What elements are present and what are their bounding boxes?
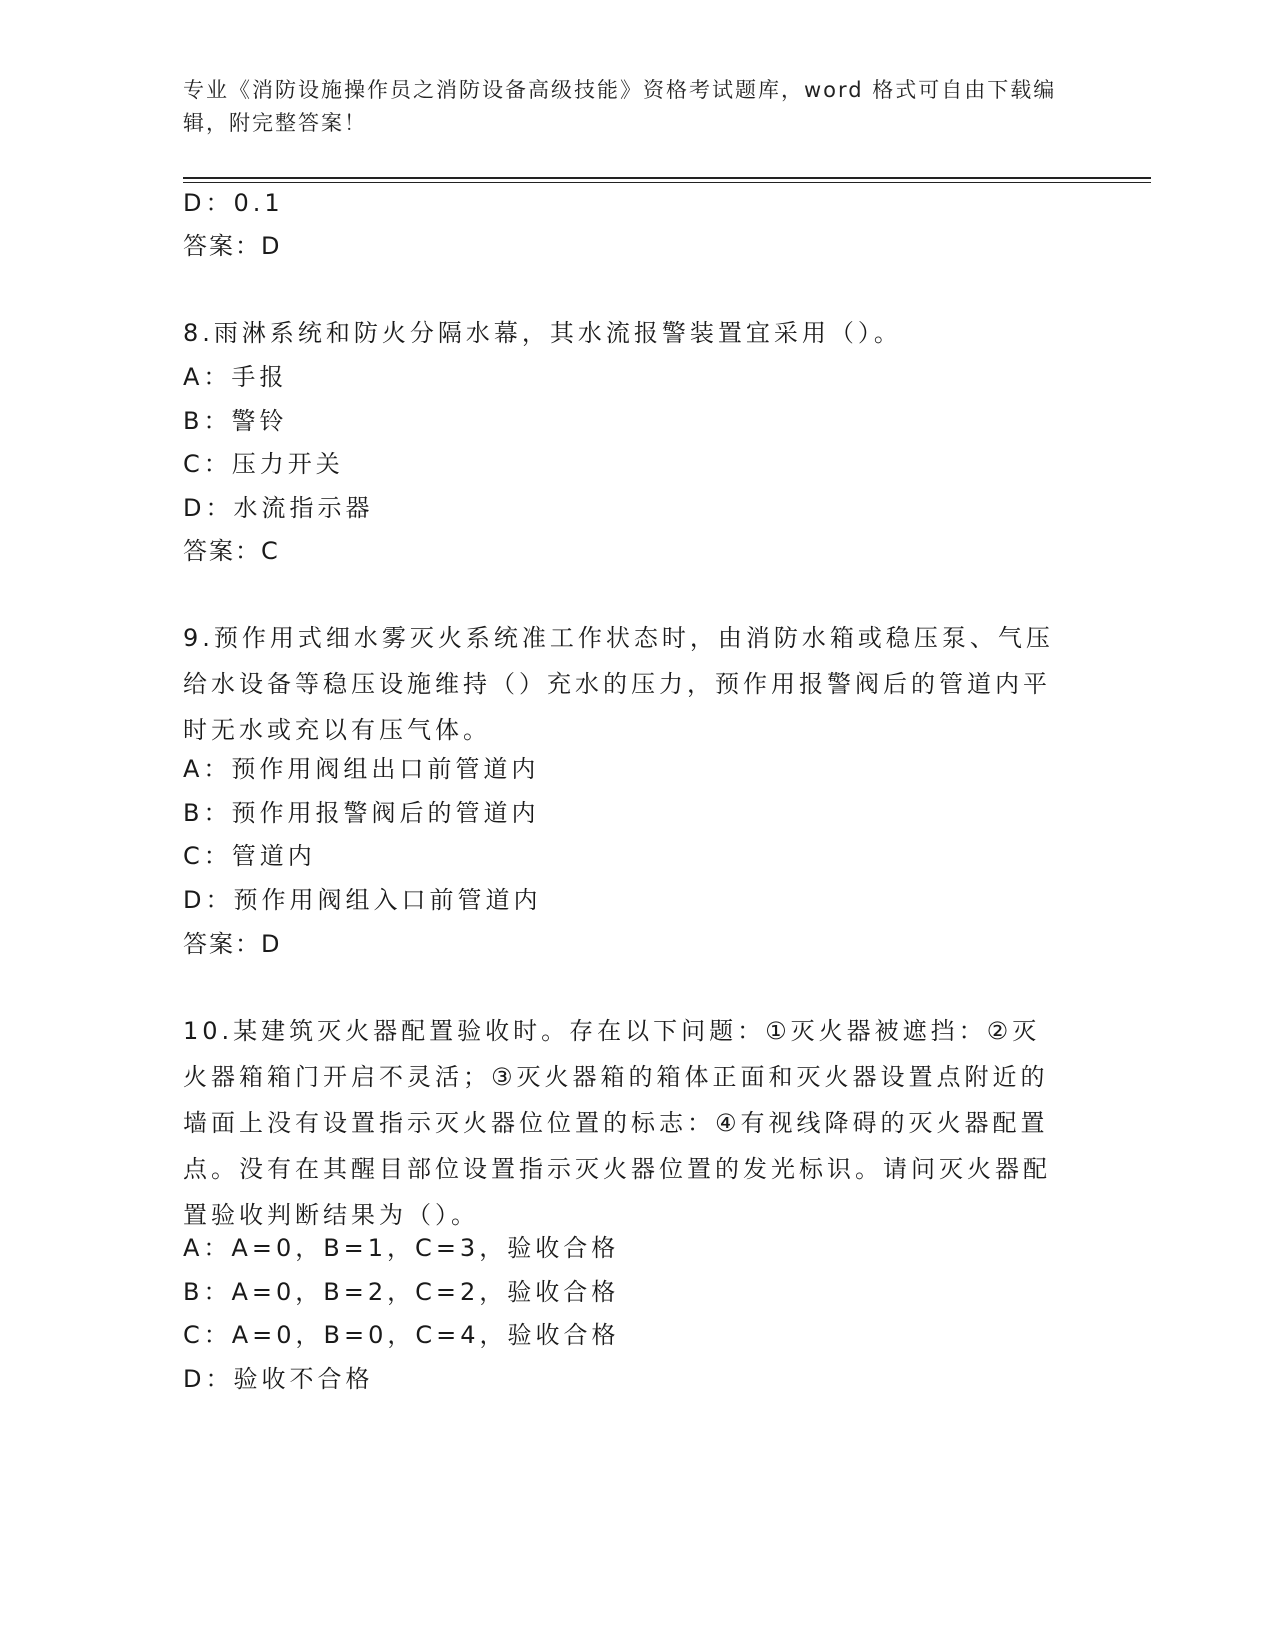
- q9-option-c: C：管道内: [183, 842, 316, 870]
- q9-stem: 9.预作用式细水雾灭火系统准工作状态时，由消防水箱或稳压泵、气压给水设备等稳压设施维持（）充水的压力，预作用报警阀后的管道内平时无水或充以有压气体。: [183, 624, 1054, 744]
- q9-answer: 答案：D: [183, 930, 282, 958]
- q8-option-c: C：压力开关: [183, 450, 344, 478]
- q8-option-b: B：警铃: [183, 407, 288, 435]
- q9-option-a: A：预作用阀组出口前管道内: [183, 755, 540, 783]
- q10-option-a: A：A=0，B=1，C=3，验收合格: [183, 1234, 620, 1262]
- q7-option-d: D：0.1: [183, 189, 284, 217]
- q10-stem: 10.某建筑灭火器配置验收时。存在以下问题：①灭火器被遮挡：②灭火器箱箱门开启不灵活；③灭火器箱的箱体正面和灭火器设置点附近的墙面上没有设置指示灭火器位位置的标志：④有视线降碍的灭火器配置点。没有在其醒目部位设置指示灭火器位置的发光标识。请问灭火器配置验收判断结果为（）。: [183, 1017, 1051, 1229]
- q10-option-b: B：A=0，B=2，C=2，验收合格: [183, 1278, 620, 1306]
- q8-option-d: D：水流指示器: [183, 494, 374, 522]
- q8-answer: 答案：C: [183, 537, 280, 565]
- header-rule-thick: [183, 177, 1151, 179]
- q8-stem: 8.雨淋系统和防火分隔水幕，其水流报警装置宜采用（）。: [183, 319, 902, 347]
- q8-option-a: A：手报: [183, 363, 288, 391]
- q10-option-d: D：验收不合格: [183, 1365, 374, 1393]
- q7-answer: 答案：D: [183, 232, 282, 260]
- document-header: 专业《消防设施操作员之消防设备高级技能》资格考试题库，word 格式可自由下载编辑，附完整答案！: [183, 78, 1057, 135]
- q9-option-b: B：预作用报警阀后的管道内: [183, 799, 540, 827]
- q9-option-d: D：预作用阀组入口前管道内: [183, 886, 542, 914]
- header-rule-thin: [183, 182, 1151, 183]
- q10-option-c: C：A=0，B=0，C=4，验收合格: [183, 1321, 620, 1349]
